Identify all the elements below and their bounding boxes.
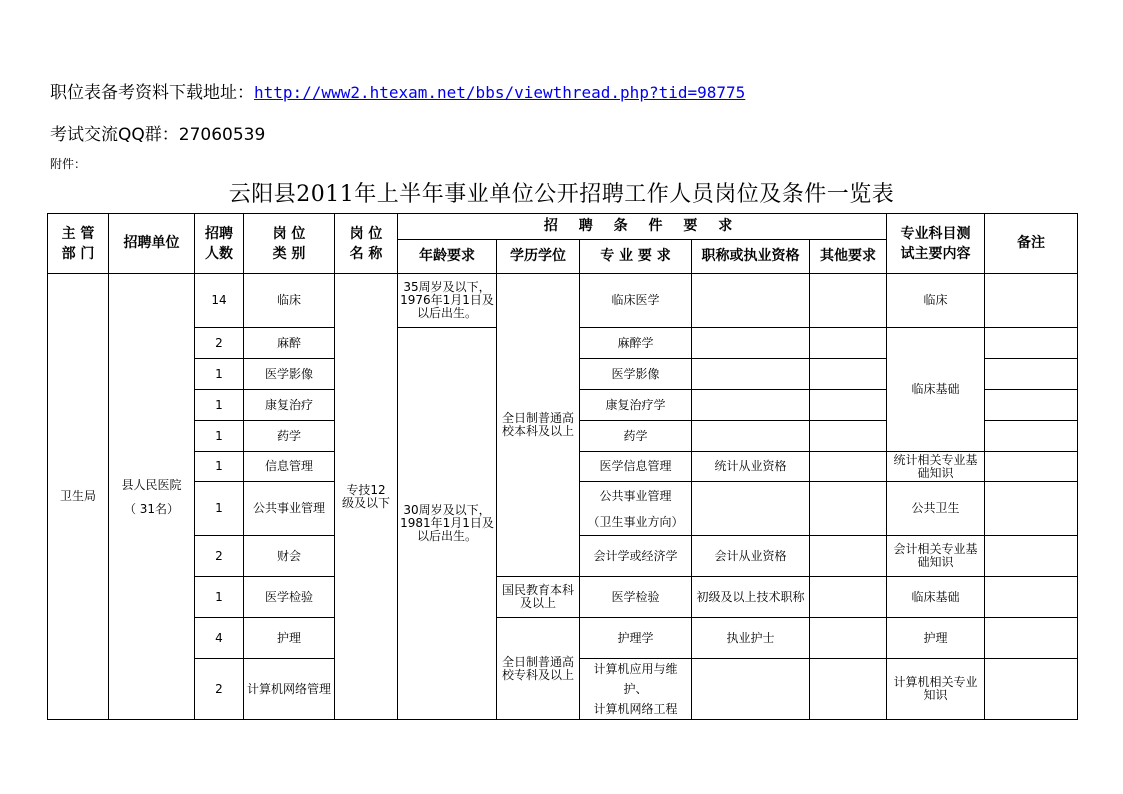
cell-other [810,390,887,421]
table-row [48,618,1078,659]
cell-major: 麻醉学 [580,328,692,359]
cell-exam: 临床基础 [887,328,985,452]
download-line [50,78,745,103]
recruitment-table [47,213,1078,720]
cell-remark [985,452,1078,482]
cell-major: 医学信息管理 [580,452,692,482]
cell-qualification [692,274,810,328]
cell-category: 康复治疗 [244,390,335,421]
cell-count: 2 [195,536,244,577]
cell-other [810,618,887,659]
cell-qualification [692,390,810,421]
cell-major: 医学影像 [580,359,692,390]
cell-category: 信息管理 [244,452,335,482]
cell-remark [985,359,1078,390]
cell-major: 康复治疗学 [580,390,692,421]
cell-count: 14 [195,274,244,328]
cell-count: 2 [195,659,244,720]
cell-qualification [692,482,810,536]
cell-qualification [692,659,810,720]
qq-group-line: 考试交流QQ群：27060539 [50,125,266,145]
cell-unit: 县人民医院 （ 31名） [109,274,195,720]
cell-exam: 临床基础 [887,577,985,618]
cell-category: 临床 [244,274,335,328]
cell-remark [985,421,1078,452]
cell-other [810,577,887,618]
cell-qualification [692,359,810,390]
cell-other [810,421,887,452]
header-other: 其他要求 [810,240,887,274]
cell-major: 计算机应用与维护、 计算机网络工程 [580,659,692,720]
cell-category: 麻醉 [244,328,335,359]
header-qualification: 职称或执业资格 [692,240,810,274]
cell-other [810,536,887,577]
download-link[interactable]: http://www2.htexam.net/bbs/viewthread.php?tid=98775 [254,83,746,102]
cell-age: 35周岁及以下，1976年1月1日及以后出生。 [398,274,497,328]
cell-age: 30周岁及以下，1981年1月1日及以后出生。 [398,328,497,720]
header-age: 年龄要求 [398,240,497,274]
cell-remark [985,274,1078,328]
cell-count: 1 [195,359,244,390]
cell-qualification [692,421,810,452]
cell-major: 医学检验 [580,577,692,618]
cell-remark [985,390,1078,421]
cell-other [810,359,887,390]
cell-category: 医学影像 [244,359,335,390]
cell-category: 医学检验 [244,577,335,618]
attachment-label: 附件： [50,157,87,171]
header-requirements: 招 聘 条 件 要 求 [398,214,887,240]
cell-other [810,274,887,328]
cell-remark [985,328,1078,359]
cell-remark [985,482,1078,536]
cell-category: 护理 [244,618,335,659]
cell-category: 公共事业管理 [244,482,335,536]
cell-category: 财会 [244,536,335,577]
header-unit: 招聘单位 [109,214,195,274]
cell-remark [985,577,1078,618]
header-category: 岗 位 类 别 [244,214,335,274]
cell-major: 护理学 [580,618,692,659]
cell-count: 4 [195,618,244,659]
cell-count: 1 [195,452,244,482]
cell-major: 公共事业管理 （卫生事业方向） [580,482,692,536]
cell-remark [985,618,1078,659]
cell-education: 全日制普通高校专科及以上 [497,618,580,720]
cell-count: 1 [195,421,244,452]
cell-other [810,482,887,536]
table-row [48,577,1078,618]
header-post-name: 岗 位 名 称 [335,214,398,274]
cell-qualification [692,328,810,359]
cell-other [810,659,887,720]
header-major: 专 业 要 求 [580,240,692,274]
cell-exam: 会计相关专业基础知识 [887,536,985,577]
header-dept: 主 管 部 门 [48,214,109,274]
cell-remark [985,536,1078,577]
cell-count: 1 [195,577,244,618]
cell-major: 会计学或经济学 [580,536,692,577]
cell-major: 药学 [580,421,692,452]
cell-other [810,452,887,482]
cell-education: 国民教育本科及以上 [497,577,580,618]
cell-post-name: 专技12 级及以下 [335,274,398,720]
cell-remark [985,659,1078,720]
cell-qualification: 执业护士 [692,618,810,659]
cell-exam: 护理 [887,618,985,659]
cell-exam: 临床 [887,274,985,328]
cell-dept: 卫生局 [48,274,109,720]
cell-exam: 计算机相关专业知识 [887,659,985,720]
header-count: 招聘 人数 [195,214,244,274]
cell-qualification: 统计从业资格 [692,452,810,482]
cell-category: 计算机网络管理 [244,659,335,720]
header-row-1 [48,214,1078,240]
cell-count: 2 [195,328,244,359]
cell-qualification: 初级及以上技术职称 [692,577,810,618]
cell-exam: 统计相关专业基础知识 [887,452,985,482]
cell-major: 临床医学 [580,274,692,328]
header-exam: 专业科目测 试主要内容 [887,214,985,274]
header-education: 学历学位 [497,240,580,274]
header-remark: 备注 [985,214,1078,274]
cell-count: 1 [195,390,244,421]
cell-count: 1 [195,482,244,536]
cell-other [810,328,887,359]
cell-category: 药学 [244,421,335,452]
table-row [48,274,1078,328]
download-label: 职位表备考资料下载地址： [50,83,254,103]
cell-education: 全日制普通高校本科及以上 [497,274,580,577]
cell-qualification: 会计从业资格 [692,536,810,577]
cell-exam: 公共卫生 [887,482,985,536]
document-title: 云阳县2011年上半年事业单位公开招聘工作人员岗位及条件一览表 [228,182,895,207]
